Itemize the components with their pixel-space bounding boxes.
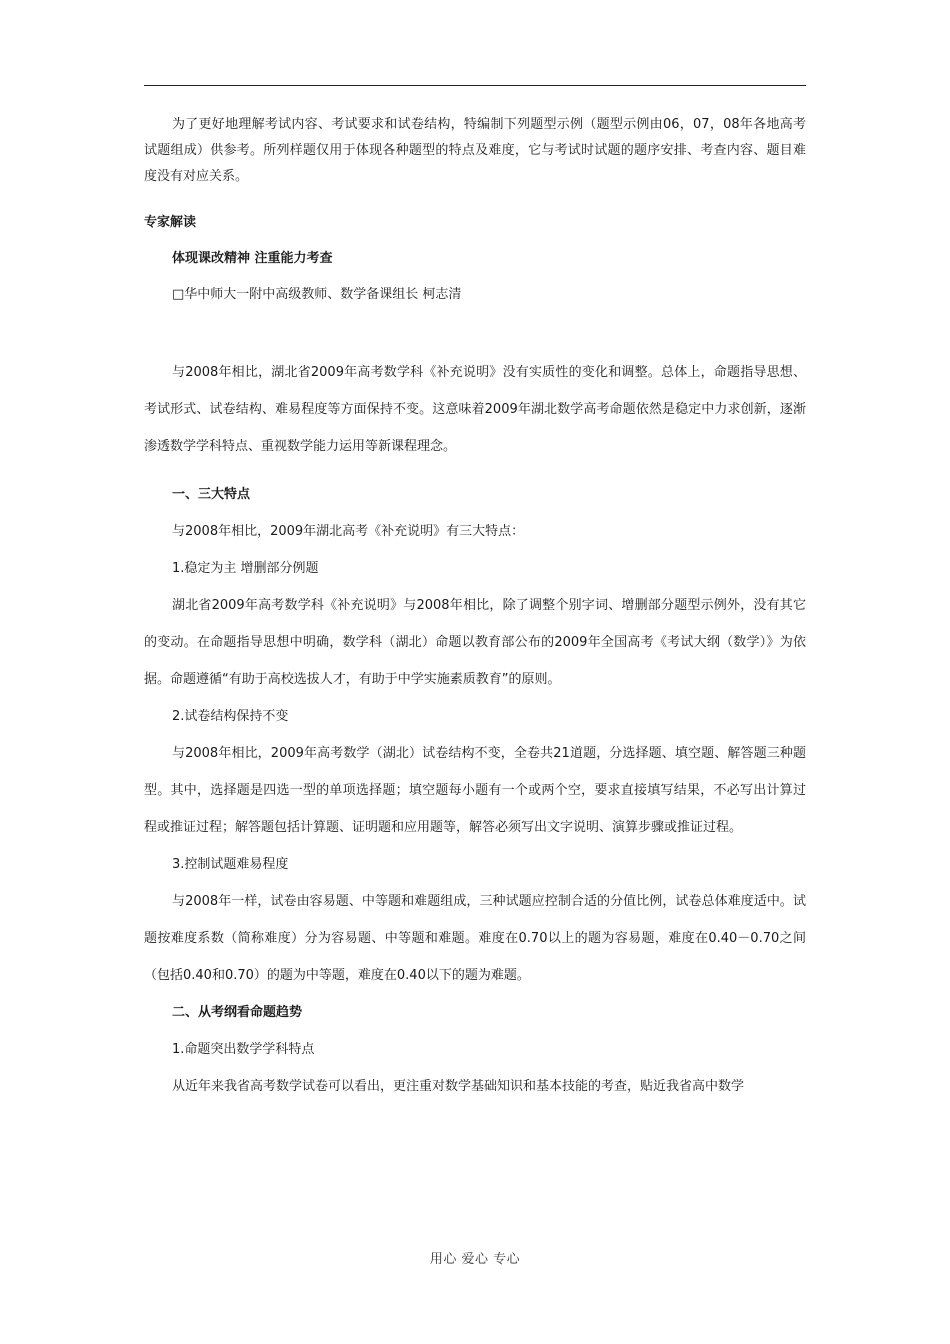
header-rule	[144, 85, 806, 86]
subheading-4: 1.命题突出数学学科特点	[172, 1042, 315, 1057]
subheading-1: 1.稳定为主 增删部分例题	[172, 561, 319, 576]
article-title: 体现课改精神 注重能力考查	[172, 251, 333, 266]
page-footer: 用心 爱心 专心	[429, 1252, 521, 1267]
subheading-3: 3.控制试题难易程度	[172, 857, 289, 872]
heading-2: 二、从考纲看命题趋势	[172, 1005, 303, 1020]
paragraph-1: 与2008年相比，湖北省2009年高考数学科《补充说明》没有实质性的变化和调整。总体上，命题指导思想、考试形式、试卷结构、难易程度等方面保持不变。这意味着2009年湖北数学高考命题依然是稳定中力求创新，逐渐渗透数学学科特点、重视数学能力运用等新课程理念。	[144, 365, 806, 454]
subsection-4-text: 从近年来我省高考数学试卷可以看出，更注重对数学基础知识和基本技能的考查，贴近我省高中数学	[172, 1079, 745, 1094]
subheading-2: 2.试卷结构保持不变	[172, 709, 289, 724]
subsection-1-text: 湖北省2009年高考数学科《补充说明》与2008年相比，除了调整个别字词、增删部分题型示例外，没有其它的变动。在命题指导思想中明确，数学科（湖北）命题以教育部公布的2009年全国高考《考试大纲（数学）》为依据。命题遵循“有助于高校选拔人才，有助于中学实施素质教育”的原则。	[144, 598, 806, 687]
section-label: 专家解读	[144, 215, 197, 230]
subsection-2-text: 与2008年相比，2009年高考数学（湖北）试卷结构不变，全卷共21道题，分选择题、填空题、解答题三种题型。其中，选择题是四选一型的单项选择题；填空题每小题有一个或两个空，要求直接填写结果，不必写出计算过程或推证过程；解答题包括计算题、证明题和应用题等，解答必须写出文字说明、演算步骤或推证过程。	[144, 746, 806, 835]
paragraph-2: 与2008年相比，2009年湖北高考《补充说明》有三大特点：	[172, 524, 525, 539]
document-body	[144, 112, 806, 1105]
byline: □华中师大一附中高级教师、数学备课组长 柯志清	[172, 287, 462, 302]
heading-1: 一、三大特点	[172, 487, 251, 502]
subsection-3-text: 与2008年一样，试卷由容易题、中等题和难题组成，三种试题应控制合适的分值比例，试卷总体难度适中。试题按难度系数（简称难度）分为容易题、中等题和难题。难度在0.70以上的题为容易题，难度在0.40－0.70之间（包括0.40和0.70）的题为中等题，难度在0.40以下的题为难题。	[144, 894, 806, 983]
intro-paragraph: 为了更好地理解考试内容、考试要求和试卷结构，特编制下列题型示例（题型示例由06，07，08年各地高考试题组成）供参考。所列样题仅用于体现各种题型的特点及难度，它与考试时试题的题序安排、考查内容、题目难度没有对应关系。	[144, 117, 806, 184]
